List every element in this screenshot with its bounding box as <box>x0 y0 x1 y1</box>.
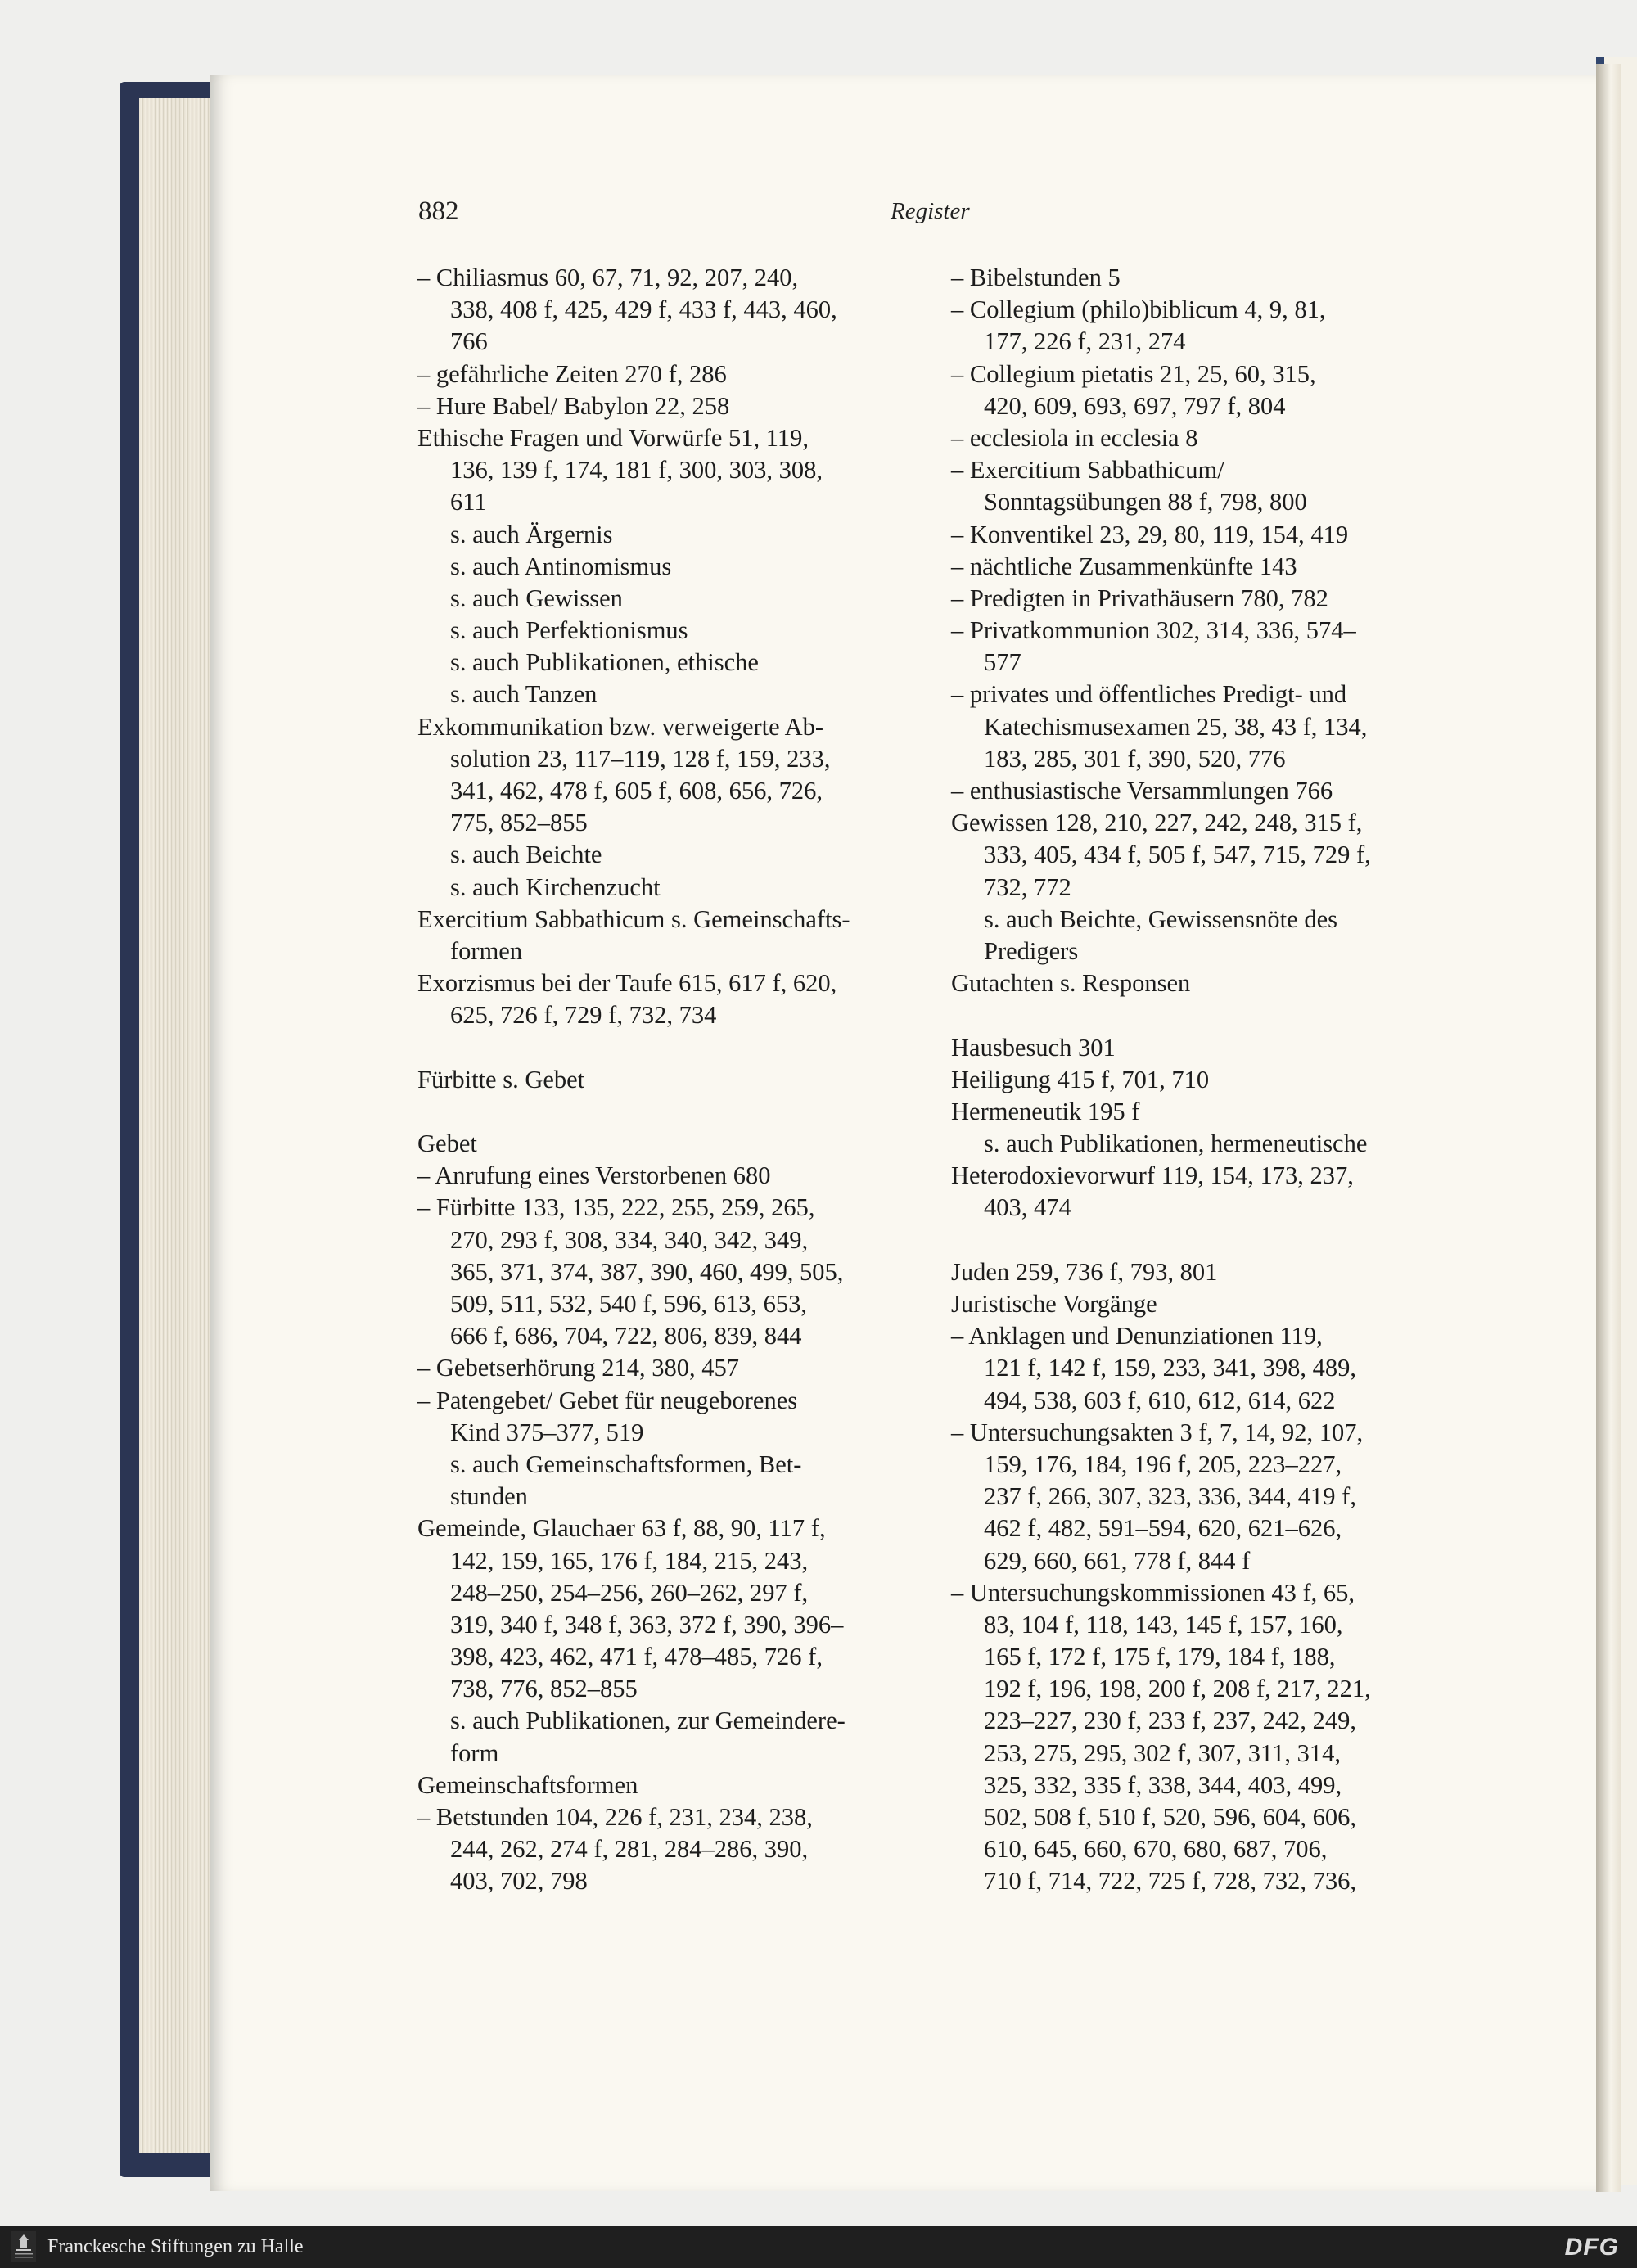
index-entry-line: s. auch Publikationen, hermeneutische <box>984 1129 1368 1158</box>
index-entry-line: 502, 508 f, 510 f, 520, 596, 604, 606, <box>984 1803 1356 1831</box>
index-entry-line: 494, 538, 603 f, 610, 612, 614, 622 <box>984 1386 1336 1414</box>
running-head: Register <box>891 198 970 224</box>
institution-name: Franckesche Stiftungen zu Halle <box>47 2236 304 2257</box>
index-entry-line: – Fürbitte 133, 135, 222, 255, 259, 265, <box>417 1193 815 1222</box>
index-entry-line: – gefährliche Zeiten 270 f, 286 <box>417 359 727 388</box>
index-entry-line: 577 <box>984 648 1021 677</box>
index-entry-line: – ecclesiola in ecclesia 8 <box>951 423 1198 452</box>
index-entry-line: – Anrufung eines Verstorbenen 680 <box>417 1161 771 1190</box>
index-entry-line: s. auch Beichte, Gewissensnöte des <box>984 904 1337 933</box>
index-entry-line <box>417 1096 909 1128</box>
index-entry-line: – Predigten in Privathäusern 780, 782 <box>951 584 1328 612</box>
index-entry-line: – Patengebet/ Gebet für neugeborenes <box>417 1386 798 1414</box>
index-entry-line: Ethische Fragen und Vorwürfe 51, 119, <box>417 423 809 452</box>
index-entry-line: 244, 262, 274 f, 281, 284–286, 390, <box>450 1835 809 1864</box>
index-entry-line: Exercitium Sabbathicum s. Gemeinschafts- <box>417 904 850 933</box>
index-entry-line: 270, 293 f, 308, 334, 340, 342, 349, <box>450 1225 809 1254</box>
index-entry-line: 248–250, 254–256, 260–262, 297 f, <box>450 1578 809 1607</box>
index-entry-line: 253, 275, 295, 302 f, 307, 311, 314, <box>984 1738 1342 1767</box>
index-entry-line: 625, 726 f, 729 f, 732, 734 <box>450 1001 717 1030</box>
index-entry-line: 732, 772 <box>984 872 1071 901</box>
index-entry-line: 341, 462, 478 f, 605 f, 608, 656, 726, <box>450 777 823 805</box>
index-entry-line: – Bibelstunden 5 <box>951 264 1121 291</box>
index-entry-line: Exorzismus bei der Taufe 615, 617 f, 620, <box>417 969 837 998</box>
index-entry-line: 766 <box>450 327 488 356</box>
index-entry-line <box>951 999 1475 1031</box>
index-entry-line: 177, 226 f, 231, 274 <box>984 327 1186 356</box>
index-entry-line: 237 f, 266, 307, 323, 336, 344, 419 f, <box>984 1482 1356 1511</box>
index-entry-line: 365, 371, 374, 387, 390, 460, 499, 505, <box>450 1257 844 1286</box>
index-entry-line <box>951 1224 1475 1256</box>
index-entry-line: Hausbesuch 301 <box>951 1033 1116 1062</box>
index-entry-line: – Untersuchungskommissionen 43 f, 65, <box>951 1578 1355 1607</box>
index-entry-line: s. auch Antinomismus <box>450 552 672 580</box>
index-entry-line: 462 f, 482, 591–594, 620, 621–626, <box>984 1514 1342 1543</box>
index-entry-line: – enthusiastische Versammlungen 766 <box>951 777 1333 805</box>
index-entry-line: 403, 474 <box>984 1193 1071 1222</box>
index-entry-line: Juden 259, 736 f, 793, 801 <box>951 1257 1218 1286</box>
index-entry-line: Gebet <box>417 1129 477 1158</box>
index-entry-line: s. auch Kirchenzucht <box>450 872 661 901</box>
index-entry-line: s. auch Publikationen, zur Gemeindere- <box>450 1707 846 1735</box>
index-entry-line: s. auch Beichte <box>450 841 602 869</box>
index-entry-line: 775, 852–855 <box>450 809 588 837</box>
index-entry-line: stunden <box>450 1482 528 1511</box>
index-entry-line: Exkommunikation bzw. verweigerte Ab- <box>417 712 824 741</box>
index-entry-line: – Hure Babel/ Babylon 22, 258 <box>417 391 730 420</box>
index-entry-line: 183, 285, 301 f, 390, 520, 776 <box>984 744 1286 773</box>
index-entry-line: – Gebetserhörung 214, 380, 457 <box>417 1354 740 1382</box>
index-entry-line: Hermeneutik 195 f <box>951 1097 1140 1125</box>
institution-logo-icon <box>11 2231 36 2262</box>
index-entry-line: 223–227, 230 f, 233 f, 237, 242, 249, <box>984 1707 1356 1735</box>
index-entry-line: s. auch Ärgernis <box>450 520 613 548</box>
index-entry-line: Predigers <box>984 936 1079 965</box>
index-entry-line: Juristische Vorgänge <box>951 1290 1157 1318</box>
index-entry-line: 629, 660, 661, 778 f, 844 f <box>984 1546 1251 1575</box>
index-entry-line: s. auch Tanzen <box>450 680 598 709</box>
index-entry-line: 333, 405, 434 f, 505 f, 547, 715, 729 f, <box>984 841 1371 869</box>
index-entry-line: 142, 159, 165, 176 f, 184, 215, 243, <box>450 1546 809 1575</box>
index-entry-line: 611 <box>450 488 487 516</box>
index-entry-line: 121 f, 142 f, 159, 233, 341, 398, 489, <box>984 1354 1356 1382</box>
index-entry-line: – Konventikel 23, 29, 80, 119, 154, 419 <box>951 520 1349 548</box>
index-entry-line: s. auch Publikationen, ethische <box>450 648 759 677</box>
index-entry-line: – Betstunden 104, 226 f, 231, 234, 238, <box>417 1803 813 1831</box>
index-entry-line: s. auch Gewissen <box>450 584 623 612</box>
index-entry-line: Heterodoxievorwurf 119, 154, 173, 237, <box>951 1161 1354 1190</box>
index-entry-line: 319, 340 f, 348 f, 363, 372 f, 390, 396– <box>450 1610 844 1639</box>
page-number: 882 <box>418 196 459 226</box>
index-entry-line: Sonntagsübungen 88 f, 798, 800 <box>984 488 1307 516</box>
index-entry-line: form <box>450 1738 499 1767</box>
index-entry-line: – Privatkommunion 302, 314, 336, 574– <box>951 616 1356 645</box>
index-entry-line: 165 f, 172 f, 175 f, 179, 184 f, 188, <box>984 1643 1336 1671</box>
index-entry-line: Gemeinschaftsformen <box>417 1770 638 1799</box>
index-entry-line: – Chiliasmus 60, 67, 71, 92, 207, 240, <box>417 264 799 291</box>
index-entry-line: Kind 375–377, 519 <box>450 1418 644 1446</box>
index-column-right <box>951 262 1475 1898</box>
index-entry-line: 338, 408 f, 425, 429 f, 433 f, 443, 460, <box>450 295 837 324</box>
index-entry-line: formen <box>450 936 523 965</box>
index-entry-line: 710 f, 714, 722, 725 f, 728, 732, 736, <box>984 1867 1356 1896</box>
index-entry-line: 192 f, 196, 198, 200 f, 208 f, 217, 221, <box>984 1675 1371 1703</box>
index-entry-line: Katechismusexamen 25, 38, 43 f, 134, <box>984 712 1368 741</box>
index-entry-line: Heiligung 415 f, 701, 710 <box>951 1065 1210 1093</box>
index-entry-line: 610, 645, 660, 670, 680, 687, 706, <box>984 1835 1328 1864</box>
page-gutter <box>1596 64 1621 2192</box>
index-column-left <box>417 262 909 1898</box>
index-entry-line: 83, 104 f, 118, 143, 145 f, 157, 160, <box>984 1610 1343 1639</box>
index-entry-line: 420, 609, 693, 697, 797 f, 804 <box>984 391 1286 420</box>
index-entry-line: 325, 332, 335 f, 338, 344, 403, 499, <box>984 1770 1342 1799</box>
index-entry-line: solution 23, 117–119, 128 f, 159, 233, <box>450 744 831 773</box>
index-entry-line: s. auch Gemeinschaftsformen, Bet- <box>450 1450 802 1478</box>
index-entry-line: – Exercitium Sabbathicum/ <box>951 456 1224 485</box>
index-entry-line: 159, 176, 184, 196 f, 205, 223–227, <box>984 1450 1342 1478</box>
index-entry-line: 666 f, 686, 704, 722, 806, 839, 844 <box>450 1322 802 1350</box>
index-entry-line: 509, 511, 532, 540 f, 596, 613, 653, <box>450 1290 808 1318</box>
dfg-badge: DFG <box>1564 2234 1619 2261</box>
index-entry-line <box>417 1032 909 1064</box>
index-entry-line: 403, 702, 798 <box>450 1867 588 1896</box>
index-entry-line: Gutachten s. Responsen <box>951 969 1191 998</box>
index-entry-line: – Anklagen und Denunziationen 119, <box>951 1322 1323 1350</box>
index-entry-line: 136, 139 f, 174, 181 f, 300, 303, 308, <box>450 456 823 485</box>
index-entry-line: 738, 776, 852–855 <box>450 1675 638 1703</box>
index-entry-line: Gemeinde, Glauchaer 63 f, 88, 90, 117 f, <box>417 1514 826 1543</box>
index-entry-line: – nächtliche Zusammenkünfte 143 <box>951 552 1297 580</box>
index-entry-line: – Collegium pietatis 21, 25, 60, 315, <box>951 359 1316 388</box>
index-entry-line: s. auch Perfektionismus <box>450 616 688 645</box>
index-entry-line: 398, 423, 462, 471 f, 478–485, 726 f, <box>450 1643 823 1671</box>
index-entry-line: – privates und öffentliches Predigt- und <box>951 680 1347 709</box>
index-entry-line: Fürbitte s. Gebet <box>417 1065 585 1093</box>
index-entry-line: – Untersuchungsakten 3 f, 7, 14, 92, 107, <box>951 1418 1364 1446</box>
footer-bar <box>0 2226 1637 2268</box>
index-entry-line: – Collegium (philo)biblicum 4, 9, 81, <box>951 295 1326 324</box>
index-entry-line: Gewissen 128, 210, 227, 242, 248, 315 f, <box>951 809 1363 837</box>
